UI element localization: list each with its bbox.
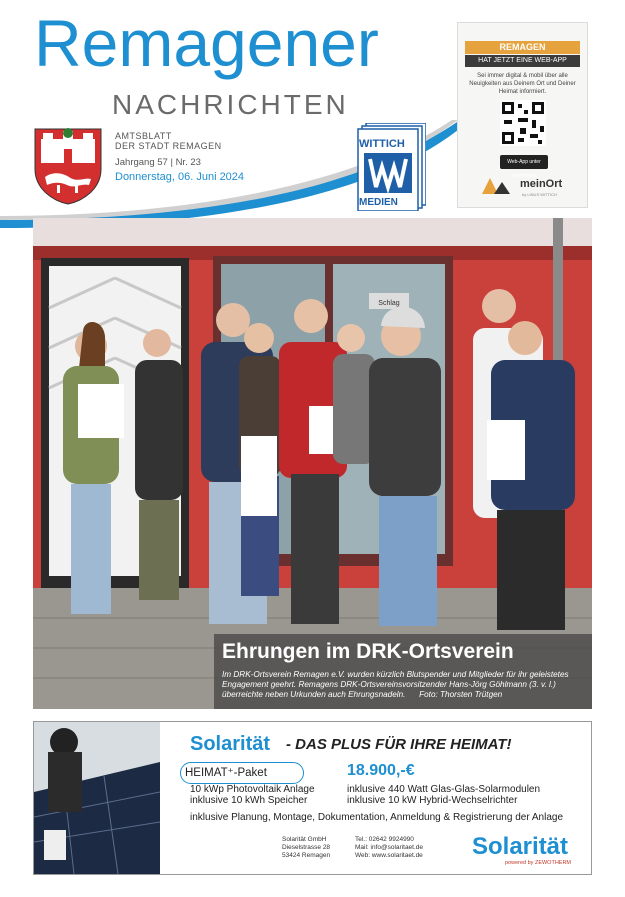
ad-price: 18.900,-€ [347,762,415,779]
ad-brand: Solarität [190,733,271,755]
amtsblatt-label [115,131,222,151]
promo-text: Sei immer digital & mobil über alle Neuigkeiten aus Deinem Ort und Deiner Heimat informiert. [469,73,576,95]
ad-address [282,836,330,860]
ad-address-line: 53424 Remagen [282,852,331,859]
ad-right-line: inklusive 440 Watt Glas-Glas-Solarmodulen [347,784,541,795]
amtsblatt-line2: DER STADT REMAGEN [115,141,222,151]
ad-package: HEIMAT⁺-Paket [185,767,267,779]
meinort-logo-icon [480,174,514,196]
ad-left-line: 10 kWp Photovoltaik Anlage [190,784,315,795]
ad-address-line: Dieselstrasse 28 [282,844,331,851]
lead-caption-body: Im DRK-Ortsverein Remagen e.V. wurden kürzlich Blutspender und Mitglieder für ihr geleistetes Engagement geehrt. Remagens DRK-Ortsvereinsvorsitzender Hans-Jörg Göhlmann (3. v. l.) überreichte neben Urkunden auch Ehrungsnadeln. [222,670,569,699]
newspaper-subtitle: NACHRICHTEN [112,89,349,120]
ad-contact-line: Tel.: 02642 9924990 [355,836,414,843]
promo-header: REMAGEN [465,41,580,54]
newspaper-title: Remagener [34,6,379,80]
medien-label: MEDIEN [359,197,398,208]
issue-number: Jahrgang 57 | Nr. 23 [115,157,201,168]
ad-powered-by: powered by ZEWOTHERM [505,860,572,866]
ad-full-line: inklusive Planung, Montage, Dokumentation, Anmeldung & Registrierung der Anlage [190,812,564,823]
city-crest-icon [33,127,103,205]
ad-contact [355,836,423,860]
qr-code-icon[interactable] [500,100,546,146]
ad-left-features [190,784,315,806]
ad-left-line: inklusive 10 kWh Speicher [190,795,308,806]
lead-caption [222,670,586,700]
ad-address-line: Solarität GmbH [282,836,327,843]
issue-date: Donnerstag, 06. Juni 2024 [115,171,245,183]
photo-credit: Foto: Thorsten Trütgen [419,690,503,699]
meinort-brand: meinOrt [520,178,563,190]
amtsblatt-line1: AMTSBLATT [115,131,172,141]
meinort-brand-sub: by LINUS WITTICH [522,192,557,197]
ad-contact-line[interactable]: Web: www.solaritaet.de [355,852,423,859]
ad-right-features [347,784,540,806]
ad-right-line: inklusive 10 kW Hybrid-Wechselrichter [347,795,518,806]
door-sign: Schlag [378,300,400,307]
ad-solar-installer-image [34,722,160,874]
ad-slogan: - DAS PLUS FÜR IHRE HEIMAT! [286,736,512,753]
lead-headline: Ehrungen im DRK-Ortsverein [222,640,514,663]
wittich-label: WITTICH [359,138,405,150]
promo-subheader: HAT JETZT EINE WEB-APP [465,55,580,67]
webapp-link-badge[interactable]: Web-App unter meinort.app [500,155,548,169]
ad-logo: Solarität [472,833,569,860]
ad-contact-line[interactable]: Mail: info@solaritaet.de [355,844,424,851]
